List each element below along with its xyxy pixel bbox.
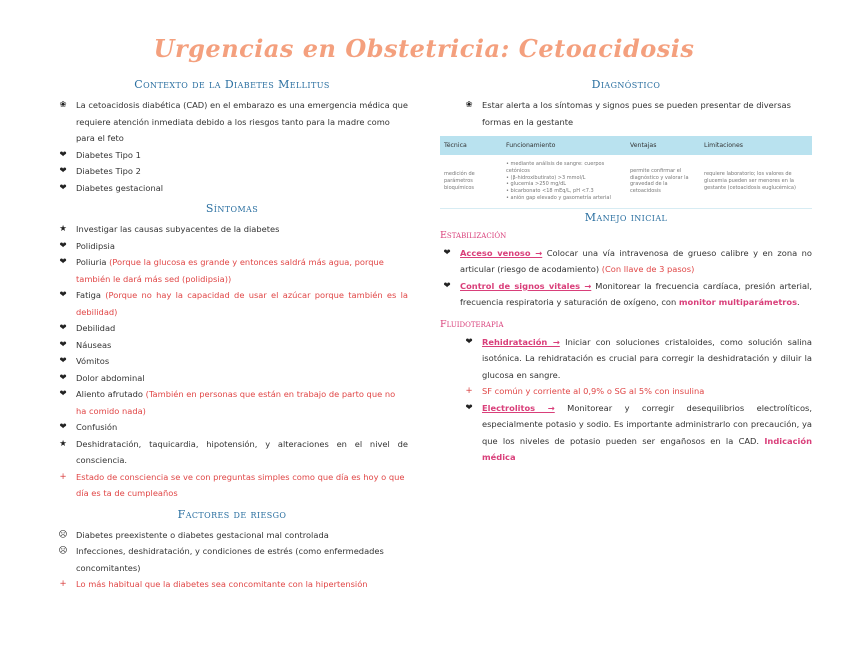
fluidoterapia-list (462, 334, 812, 466)
list-item (462, 97, 812, 130)
list-item-note: (También en personas que están en trabajo de parto que no ha comido nada) (76, 389, 396, 416)
factores-list (56, 527, 408, 593)
list-item-text: Poliuria (76, 257, 107, 267)
list-item (56, 543, 408, 576)
list-item (440, 245, 812, 278)
list-item-note: (Con llave de 3 pasos) (601, 264, 695, 275)
list-item (56, 163, 408, 180)
heart-icon: ❤ (465, 402, 473, 413)
list-item-note: (Porque la glucosa es grande y entonces saldrá más agua, porque también le dará más sed (polidipsia)) (76, 257, 384, 284)
diagnostico-list (462, 97, 812, 130)
note-text: SF común y corriente al 0,9% o SG al 5% con insulina (482, 386, 705, 397)
frown-icon: ☹ (58, 546, 68, 556)
list-item-note (56, 469, 408, 502)
list-item-text: Náuseas (76, 339, 112, 350)
list-item-text: Diabetes gestacional (76, 182, 164, 193)
frown-icon: ☹ (58, 529, 68, 540)
star-icon: ★ (59, 438, 67, 449)
item-highlight: monitor multiparámetros (678, 297, 798, 308)
list-item (56, 254, 408, 287)
manejo-heading: Manejo inicial (584, 210, 668, 224)
table-cell: medición de parámetros bioquímicos (440, 155, 502, 208)
table-cell-line: • glucemia >250 mg/dL (506, 181, 622, 188)
list-item-text: Deshidratación, taquicardia, hipotensión, y alteraciones en el nivel de consciencia. (76, 438, 408, 465)
list-item (56, 97, 408, 147)
list-item-text: Colocar una vía intravenosa de grueso calibre y en zona no articular (riesgo de acodamiento) (460, 247, 812, 275)
table-header: Ventajas (626, 136, 700, 155)
page-title: Urgencias en Obstetricia: Cetoacidosis (153, 34, 695, 63)
list-item-text: Dolor abdominal (76, 372, 145, 383)
list-item (56, 370, 408, 387)
left-column (56, 78, 408, 593)
heart-icon: ❤ (443, 247, 451, 258)
fluidoterapia-heading: Fluidoterapia (440, 318, 504, 330)
item-label: Electrolitos → (482, 402, 555, 413)
flower-icon: ❀ (59, 100, 67, 110)
flower-icon: ❀ (465, 100, 473, 110)
list-item-text: Infecciones, deshidratación, y condiciones de estrés (como enfermedades concomitantes) (76, 546, 384, 573)
list-item (56, 419, 408, 436)
list-item-note (56, 576, 408, 593)
list-item-text: Vómitos (76, 356, 110, 366)
heart-icon: ❤ (465, 336, 473, 347)
item-label: Rehidratación → (482, 336, 560, 347)
list-item (56, 238, 408, 255)
list-item-text: La cetoacidosis diabética (CAD) en el embarazo es una emergencia médica que requiere atención inmediata debido a los riesgos tanto para la madre como para el feto (76, 100, 408, 143)
heart-icon: ❤ (59, 389, 67, 399)
list-item (56, 180, 408, 197)
list-item-text: Confusión (76, 422, 118, 432)
list-item-text: Monitorear la frecuencia cardíaca, presión arterial, frecuencia respiratoria y saturación de oxígeno, con (460, 280, 812, 308)
list-item (56, 436, 408, 469)
list-item (56, 386, 408, 419)
list-item-text: Investigar las causas subyacentes de la diabetes (76, 224, 280, 234)
estabilizacion-list (440, 245, 812, 311)
table-cell-line: • bicarbonato <18 mEq/L, pH <7.3 (506, 188, 622, 195)
list-item-text: Iniciar con soluciones cristaloides, como solución salina isotónica. La rehidratación es crucial para corregir la deshidratación y diluir la glucosa en sangre. (482, 336, 812, 380)
table-header: Técnica (440, 136, 502, 155)
list-item-text: Aliento afrutado (76, 389, 143, 399)
list-item (462, 400, 812, 466)
table-cell-line: • (β-hidroxibutirato) >3 mmol/L (506, 175, 622, 182)
heart-icon: ❤ (59, 356, 67, 366)
plus-icon: + (59, 579, 67, 589)
right-column (440, 78, 812, 466)
contexto-list (56, 97, 408, 196)
table-header-row (440, 136, 812, 155)
heart-icon: ❤ (59, 257, 67, 267)
list-item (56, 337, 408, 354)
table-header: Limitaciones (700, 136, 812, 155)
contexto-heading: Contexto de la Diabetes Mellitus (134, 78, 330, 91)
list-item-text: Fatiga (76, 290, 102, 300)
heart-icon: ❤ (59, 240, 67, 251)
heart-icon: ❤ (59, 323, 67, 333)
item-label: Control de signos vitales → (460, 280, 592, 291)
list-item-text: Diabetes Tipo 2 (76, 166, 141, 176)
table-row (440, 155, 812, 208)
table-cell-line: • mediante análisis de sangre: cuerpos cetónicos (506, 161, 622, 175)
list-item-note (462, 383, 812, 400)
heart-icon: ❤ (443, 280, 451, 291)
table-cell: requiere laboratorio; los valores de glucemia pueden ser menores en la gestante (cetoacidosis euglucémica) (700, 155, 812, 208)
plus-icon: + (465, 386, 473, 397)
list-item (56, 353, 408, 370)
heart-icon: ❤ (59, 290, 67, 300)
list-item-text: Diabetes Tipo 1 (76, 149, 141, 160)
list-item (56, 221, 408, 238)
heart-icon: ❤ (59, 422, 67, 432)
list-item (56, 320, 408, 337)
heart-icon: ❤ (59, 149, 67, 160)
plus-icon: + (59, 471, 67, 482)
item-label: Acceso venoso → (460, 247, 543, 258)
list-item-note: (Porque no hay la capacidad de usar el azúcar porque también es la debilidad) (76, 290, 408, 317)
heart-icon: ❤ (59, 166, 67, 176)
sintomas-heading: Síntomas (205, 202, 259, 215)
table-cell-line: • anión gap elevado y gasometría arterial (506, 195, 622, 202)
list-item-text: Diabetes preexistente o diabetes gestacional mal controlada (76, 529, 329, 540)
note-text: Estado de consciencia se ve con preguntas simples como que día es hoy o que día es ta de cumpleaños (76, 471, 405, 498)
table-cell: permite confirmar el diagnóstico y valorar la gravedad de la cetoacidosis (626, 155, 700, 208)
sintomas-list (56, 221, 408, 502)
list-item (56, 527, 408, 544)
note-text: Lo más habitual que la diabetes sea concomitante con la hipertensión (76, 579, 368, 589)
factores-heading: Factores de riesgo (177, 507, 287, 521)
list-item (56, 287, 408, 320)
diagnostico-table (440, 136, 812, 209)
heart-icon: ❤ (59, 372, 67, 383)
list-item (56, 147, 408, 164)
heart-icon: ❤ (59, 339, 67, 350)
star-icon: ★ (59, 224, 67, 234)
estabilizacion-heading: Estabilización (440, 229, 507, 241)
list-item (462, 334, 812, 384)
list-item-text: Estar alerta a los síntomas y signos pues se pueden presentar de diversas formas en la gestante (482, 100, 791, 127)
table-cell (502, 155, 626, 208)
heart-icon: ❤ (59, 182, 67, 193)
table-header: Funcionamiento (502, 136, 626, 155)
diagnostico-heading: Diagnóstico (591, 78, 661, 91)
list-item-text: Polidipsia (76, 240, 115, 251)
list-item-text: Monitorear y corregir desequilibrios electrolíticos, especialmente potasio y sodio. Es importante administrarlo con precaución, ya que los niveles de potasio pueden ser engañosos en la CAD. (482, 402, 813, 446)
list-item (440, 278, 812, 311)
list-item-tail: . (797, 297, 800, 308)
list-item-text: Debilidad (76, 323, 116, 333)
item-highlight: Indicación médica (482, 435, 813, 463)
